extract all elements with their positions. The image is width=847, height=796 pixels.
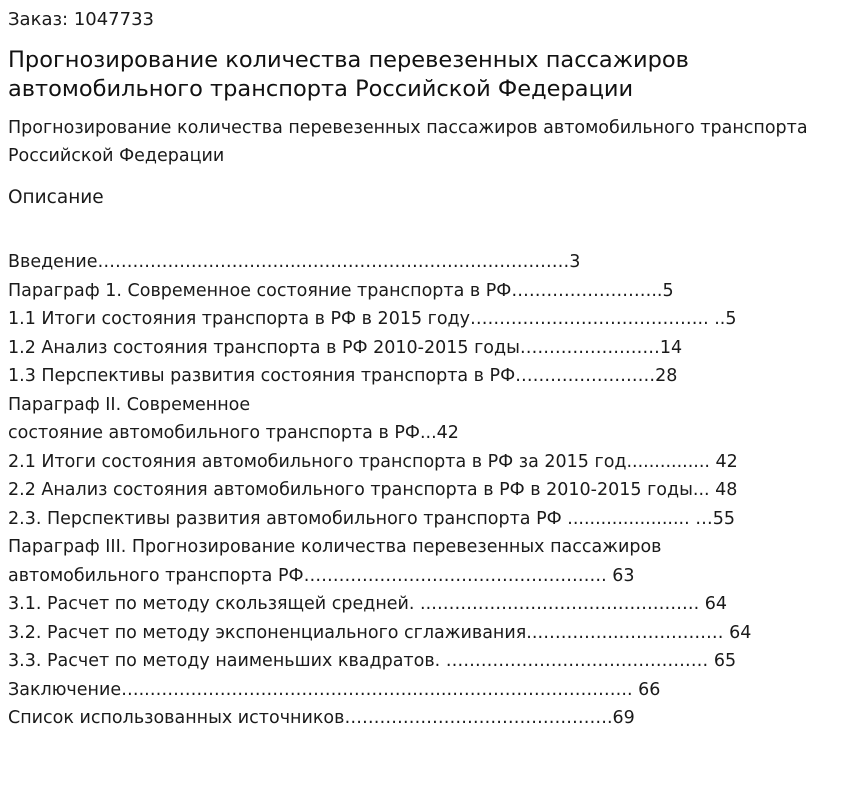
toc-entry: состояние автомобильного транспорта в РФ...42: [8, 423, 459, 443]
toc-entry: 1.2 Анализ состояния транспорта в РФ 2010-2015 годы……………………14: [8, 337, 683, 358]
toc-entry: Заключение…..……………………………………….…..………………………….. 66: [8, 679, 661, 700]
toc-entry: 1.3 Перспективы развития состояния транспорта в РФ……………………28: [8, 366, 678, 386]
toc-entry: 2.1 Итоги состояния автомобильного транспорта в РФ за 2015 год............... 42: [8, 451, 738, 472]
toc-entry: Параграф 1. Современное состояние транспорта в РФ……………………..5: [8, 280, 674, 301]
order-number: Заказ: 1047733: [8, 9, 154, 30]
page-subtitle: Прогнозирование количества перевезенных пассажиров автомобильного транспорта Российской Федерации: [8, 118, 808, 166]
toc-entry: автомобильного транспорта РФ……………………………………………. 63: [8, 565, 635, 586]
page-title: Прогнозирование количества перевезенных пассажиров автомобильного транспорта Российской Федерации: [8, 47, 689, 102]
description-heading: Описание: [8, 187, 104, 208]
toc-entry: 3.3. Расчет по методу наименьших квадратов. ……………………………………… 65: [8, 651, 737, 671]
toc-entry: Введение……………………………..……………………….………………3: [8, 252, 581, 272]
toc-entry: Параграф II. Современное: [8, 394, 251, 415]
toc-entry: 3.2. Расчет по методу экспоненциального сглаживания..…………..……………… 64: [8, 622, 752, 643]
toc-entry: 3.1. Расчет по методу скользящей средней. ..………………………………………. 64: [8, 594, 728, 614]
toc-entry: Параграф III. Прогнозирование количества перевезенных пассажиров: [8, 537, 662, 557]
toc-entry: Список использованных источников……………………………………….69: [8, 708, 635, 728]
table-of-contents: [8, 248, 839, 733]
toc-entry: 2.2 Анализ состояния автомобильного транспорта в РФ в 2010-2015 годы... 48: [8, 480, 738, 500]
toc-entry: 1.1 Итоги состояния транспорта в РФ в 2015 году………………………………….. ..5: [8, 309, 737, 329]
toc-entry: 2.3. Перспективы развития автомобильного транспорта РФ ...................... …55: [8, 508, 735, 529]
